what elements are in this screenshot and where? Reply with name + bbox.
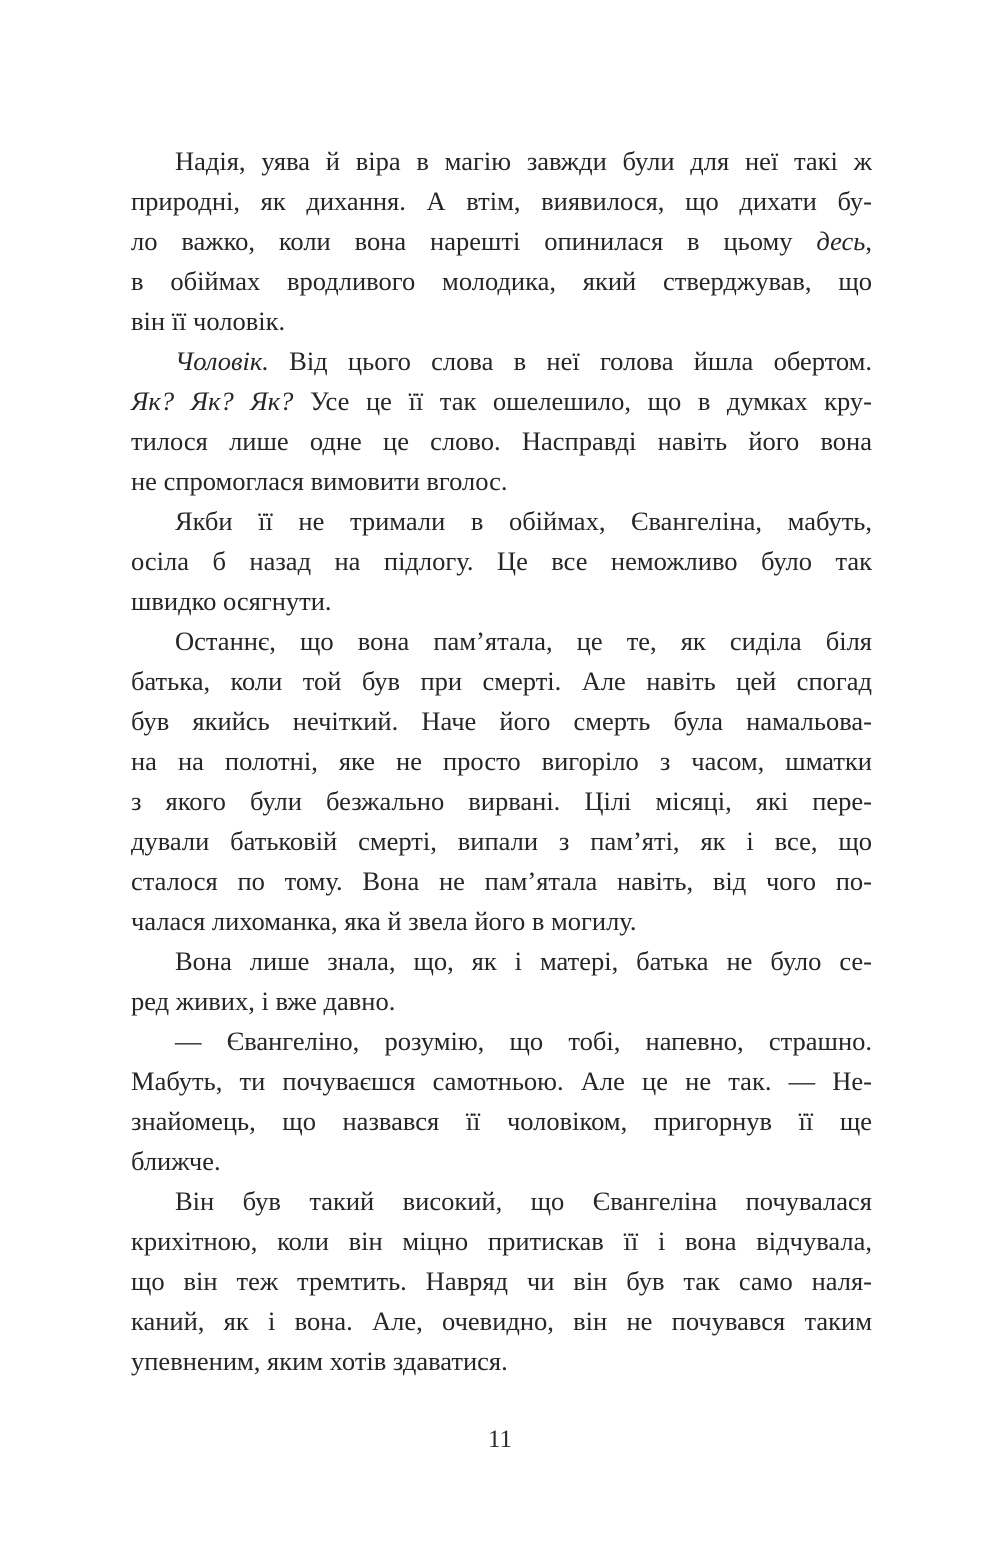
italic-text-segment: Як? Як? Як? (131, 386, 294, 416)
paragraph (131, 341, 872, 501)
text-segment: Він був такий високий, що Євангеліна почувалася (175, 1186, 872, 1216)
text-segment: ло важко, коли вона нарешті опинилася в цьому (131, 226, 817, 256)
text-line (131, 821, 872, 861)
text-line (131, 701, 872, 741)
text-line (131, 1101, 872, 1141)
text-line (131, 181, 872, 221)
page-text-block (131, 141, 872, 1381)
text-segment: Останнє, що вона пам’ятала, це те, як сиділа біля (175, 626, 872, 656)
text-segment: дували батьковій смерті, випали з пам’яті, як і все, що (131, 826, 872, 856)
text-line (131, 261, 872, 301)
text-segment: упевненим, яким хотів здаватися. (131, 1346, 508, 1376)
text-line (131, 1221, 872, 1261)
text-segment: з якого були безжально вирвані. Цілі місяці, які пере- (131, 786, 872, 816)
text-segment: Якби її не тримали в обіймах, Євангеліна, мабуть, (175, 506, 872, 536)
text-segment: що він теж тремтить. Навряд чи він був так само наля- (131, 1266, 872, 1296)
text-line (131, 901, 872, 941)
text-segment: чалася лихоманка, яка й звела його в могилу. (131, 906, 637, 936)
text-line (131, 1061, 872, 1101)
paragraph (131, 1181, 872, 1381)
text-segment: — Євангеліно, розумію, що тобі, напевно, страшно. (175, 1026, 872, 1056)
text-segment: сталося по тому. Вона не пам’ятала навіть, від чого по- (131, 866, 872, 896)
text-line (131, 981, 872, 1021)
paragraph (131, 621, 872, 941)
page-number: 11 (487, 1426, 513, 1453)
text-segment: батька, коли той був при смерті. Але навіть цей спогад (131, 666, 872, 696)
paragraph (131, 1021, 872, 1181)
text-line (131, 501, 872, 541)
text-line (131, 341, 872, 381)
text-line (131, 1301, 872, 1341)
text-segment: ред живих, і вже давно. (131, 986, 396, 1016)
text-segment: , (865, 226, 872, 256)
text-line (131, 581, 872, 621)
text-line (131, 621, 872, 661)
text-line (131, 781, 872, 821)
text-segment: тилося лише одне це слово. Насправді навіть його вона (131, 426, 872, 456)
text-line (131, 861, 872, 901)
text-segment: не спромоглася вимовити вголос. (131, 466, 508, 496)
text-segment: в обіймах вродливого молодика, який стверджував, що (131, 266, 872, 296)
text-line (131, 221, 872, 261)
paragraph (131, 941, 872, 1021)
text-line (131, 421, 872, 461)
text-segment: природні, як дихання. А втім, виявилося, що дихати бу- (131, 186, 872, 216)
text-line (131, 1341, 872, 1381)
text-line (131, 541, 872, 581)
text-segment: швидко осягнути. (131, 586, 332, 616)
text-segment: на на полотні, яке не просто вигоріло з часом, шматки (131, 746, 872, 776)
text-segment: каний, як і вона. Але, очевидно, він не почувався таким (131, 1306, 872, 1336)
text-segment: знайомець, що назвався її чоловіком, пригорнув її ще (131, 1106, 872, 1136)
italic-text-segment: десь (816, 226, 866, 256)
text-segment: був якийсь нечіткий. Наче його смерть була намальова- (131, 706, 872, 736)
text-segment: Від цього слова в неї голова йшла обертом. (268, 346, 872, 376)
text-line (131, 461, 872, 501)
text-segment: Усе це її так ошелешило, що в думках кру- (293, 386, 872, 416)
text-segment: крихітною, коли він міцно притискав її і вона відчувала, (131, 1226, 872, 1256)
text-line (131, 141, 872, 181)
text-segment: Надія, уява й віра в магію завжди були для неї такі ж (175, 146, 872, 176)
text-line (131, 661, 872, 701)
text-line (131, 301, 872, 341)
text-line (131, 941, 872, 981)
text-segment: осіла б назад на підлогу. Це все неможливо було так (131, 546, 872, 576)
text-segment: ближче. (131, 1146, 221, 1176)
paragraph (131, 501, 872, 621)
text-line (131, 1261, 872, 1301)
text-line (131, 381, 872, 421)
text-line (131, 741, 872, 781)
text-segment: він її чоловік. (131, 306, 286, 336)
text-segment: Вона лише знала, що, як і матері, батька не було се- (175, 946, 872, 976)
text-segment: Мабуть, ти почуваєшся самотньою. Але це не так. — Не- (131, 1066, 872, 1096)
text-line (131, 1141, 872, 1181)
italic-text-segment: Чоловік. (175, 346, 269, 376)
text-line (131, 1021, 872, 1061)
paragraph (131, 141, 872, 341)
text-line (131, 1181, 872, 1221)
